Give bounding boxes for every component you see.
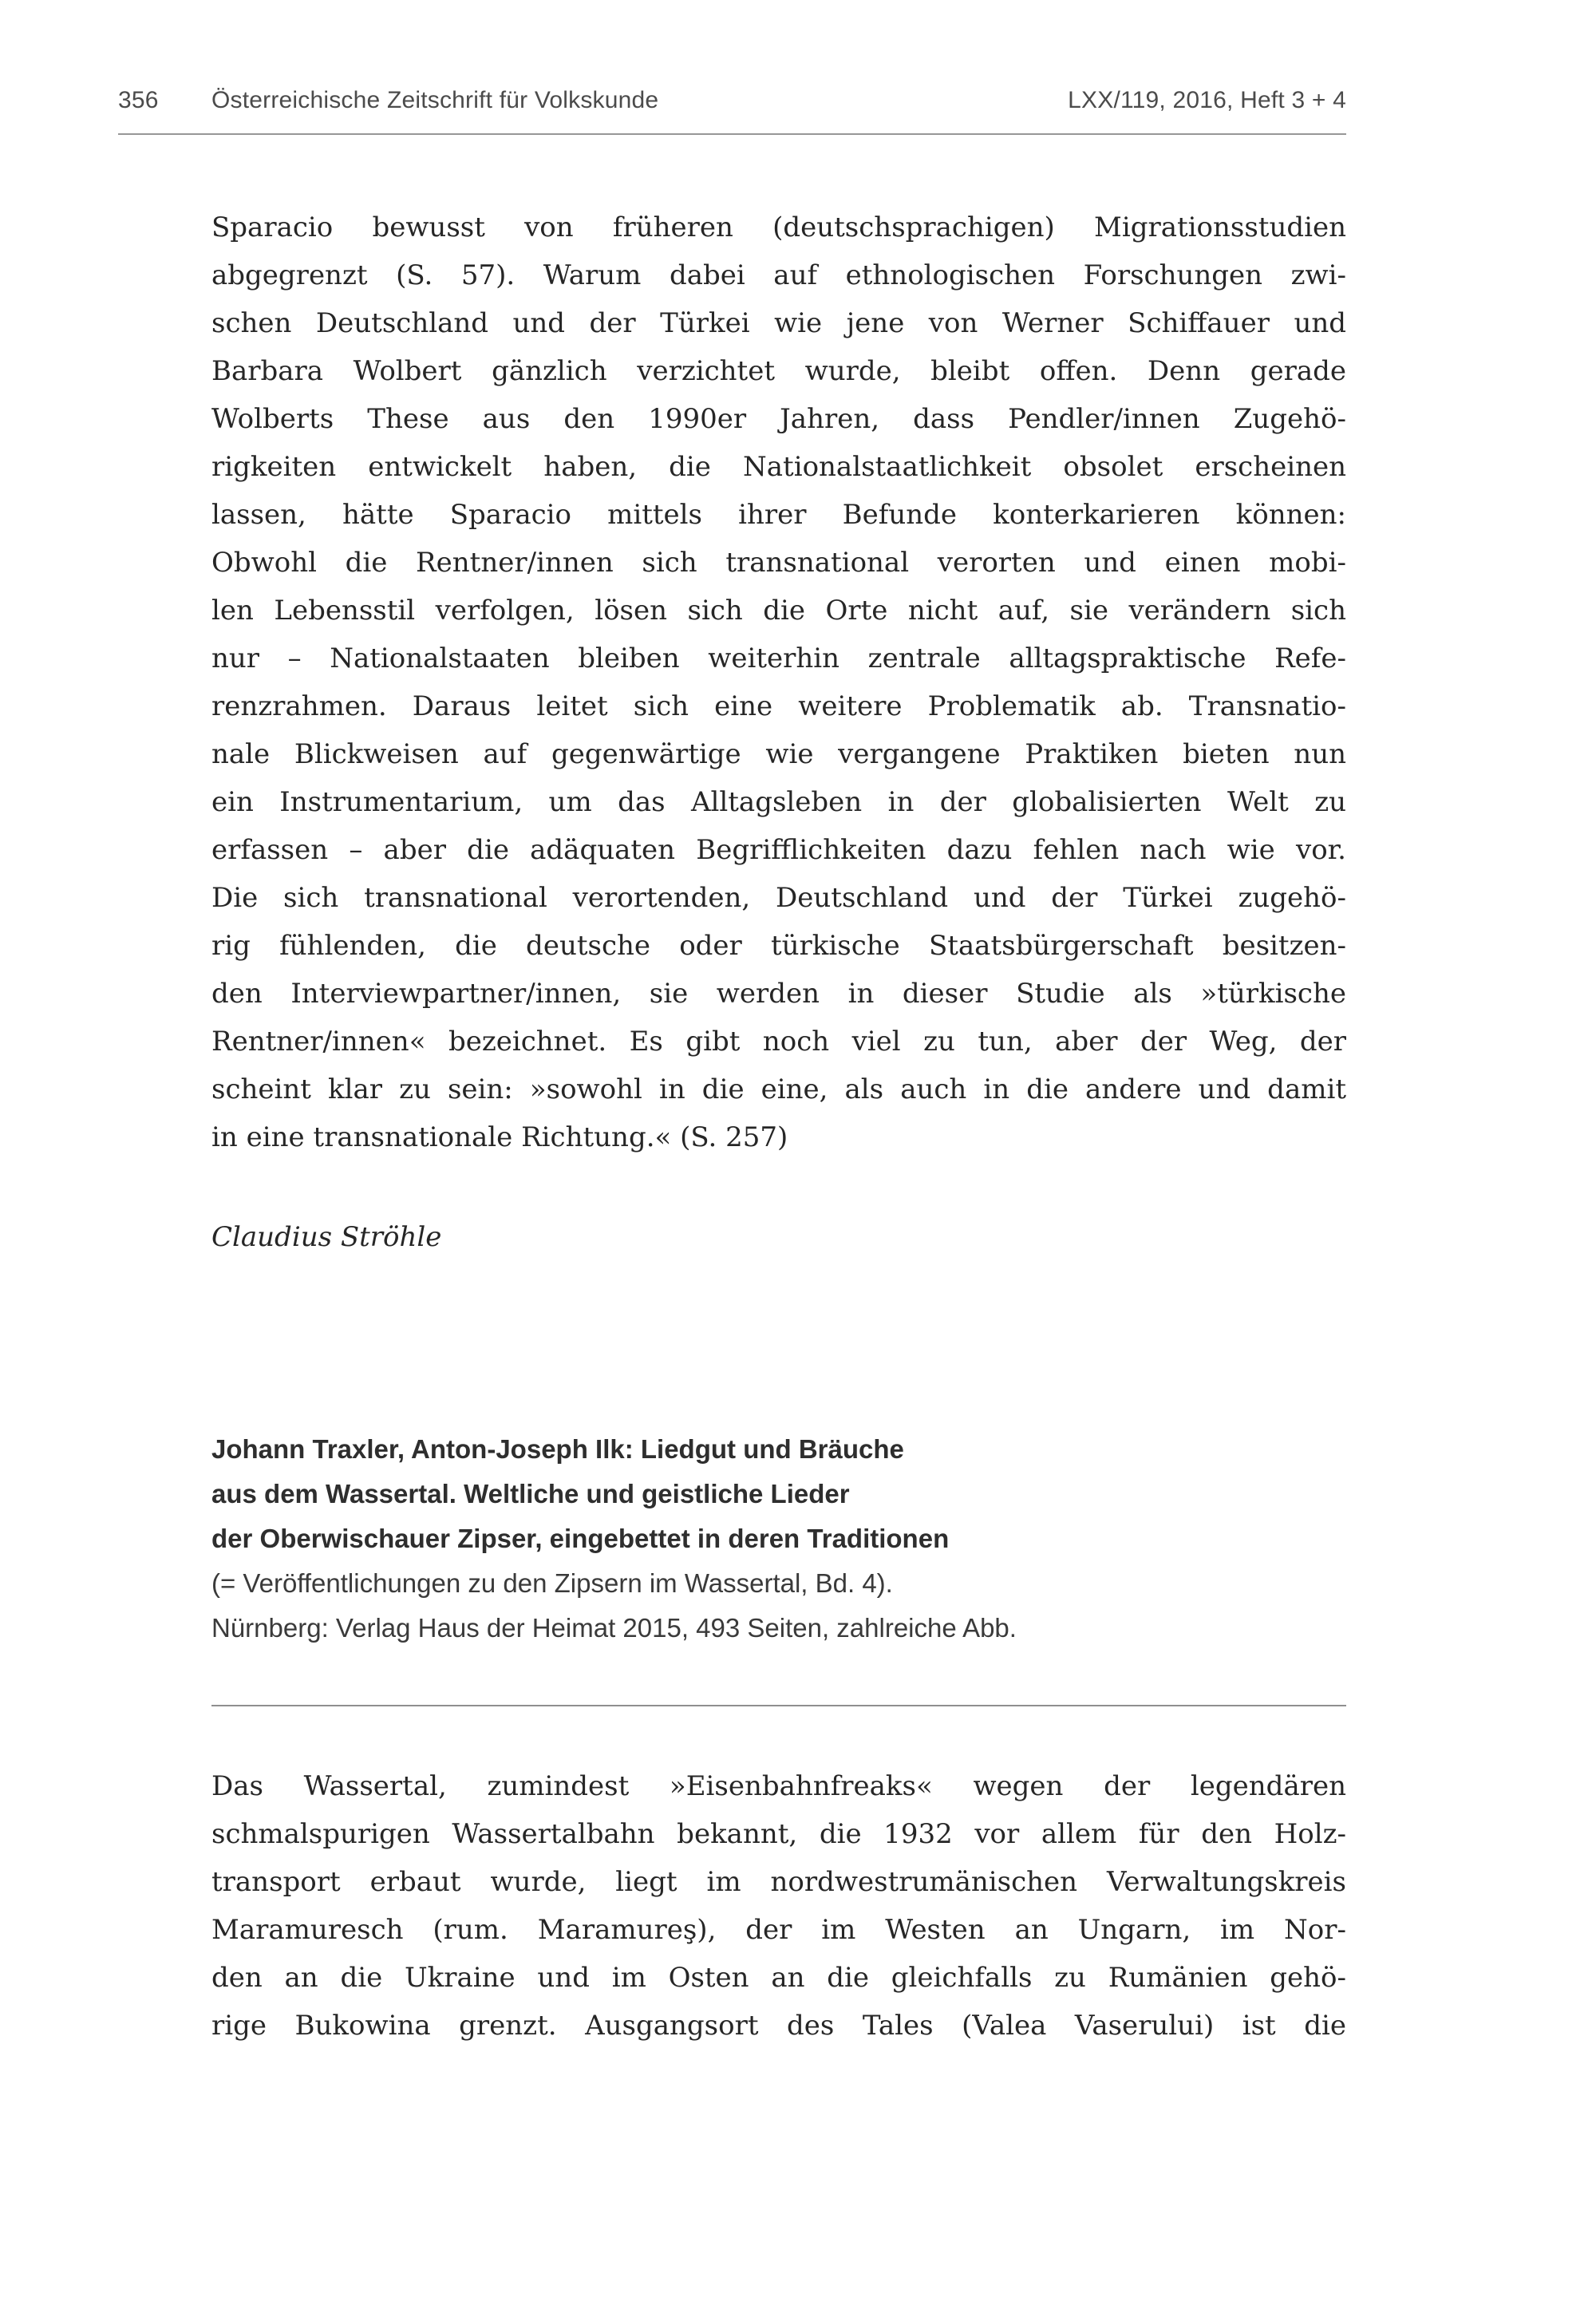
text-line: Sparacio bewusst von früheren (deutschsprachigen) Migrationsstudien <box>211 212 1346 243</box>
text-line: aus dem Wassertal. Weltliche und geistliche Lieder <box>211 1479 850 1508</box>
text-line: den an die Ukraine und im Osten an die gleichfalls zu Rumänien gehö- <box>211 1962 1346 1994</box>
text-line: Wolberts These aus den 1990er Jahren, dass Pendler/innen Zugehö- <box>211 403 1346 435</box>
text-line: ein Instrumentarium, um das Alltagsleben in der globalisierten Welt zu <box>211 786 1346 818</box>
text-line: renzrahmen. Daraus leitet sich eine weitere Problematik ab. Transnatio- <box>211 690 1346 722</box>
text-line: Barbara Wolbert gänzlich verzichtet wurde, bleibt offen. Denn gerade <box>211 355 1346 387</box>
page-number: 356 <box>118 87 159 113</box>
book-title <box>211 1427 1346 1561</box>
text-line: schen Deutschland und der Türkei wie jene von Werner Schiffauer und <box>211 307 1346 339</box>
text-line: Nürnberg: Verlag Haus der Heimat 2015, 493 Seiten, zahlreiche Abb. <box>211 1613 1017 1643</box>
text-line: erfassen – aber die adäquaten Begrifflichkeiten dazu fehlen nach wie vor. <box>211 834 1346 866</box>
text-line: Rentner/innen« bezeichnet. Es gibt noch viel zu tun, aber der Weg, der <box>211 1026 1346 1058</box>
text-line: Obwohl die Rentner/innen sich transnational verorten und einen mobi- <box>211 547 1346 579</box>
page-header <box>118 86 1346 115</box>
text-line: rig fühlenden, die deutsche oder türkische Staatsbürgerschaft besitzen- <box>211 930 1346 962</box>
header-rule <box>118 133 1346 135</box>
text-line: abgegrenzt (S. 57). Warum dabei auf ethnologischen Forschungen zwi- <box>211 259 1346 291</box>
text-line: den Interviewpartner/innen, sie werden in dieser Studie als »türkische <box>211 978 1346 1010</box>
text-line: nur – Nationalstaaten bleiben weiterhin zentrale alltagspraktische Refe- <box>211 642 1346 674</box>
text-line: transport erbaut wurde, liegt im nordwestrumänischen Verwaltungskreis <box>211 1866 1346 1898</box>
text-line: lassen, hätte Sparacio mittels ihrer Befunde konterkarieren können: <box>211 499 1346 531</box>
section-rule <box>211 1705 1346 1706</box>
issue-info: LXX/119, 2016, Heft 3 + 4 <box>1068 87 1346 113</box>
text-line: scheint klar zu sein: »sowohl in die eine, als auch in die andere und damit <box>211 1073 1346 1105</box>
journal-title: Österreichische Zeitschrift für Volkskunde <box>211 87 659 113</box>
text-line: nale Blickweisen auf gegenwärtige wie vergangene Praktiken bieten nun <box>211 738 1346 770</box>
text-line: rigkeiten entwickelt haben, die Nationalstaatlichkeit obsolet erscheinen <box>211 451 1346 483</box>
text-line: schmalspurigen Wassertalbahn bekannt, die 1932 vor allem für den Holz- <box>211 1818 1346 1850</box>
text-line: in eine transnationale Richtung.« (S. 257) <box>211 1121 788 1153</box>
text-line: Maramuresch (rum. Maramureş), der im Westen an Ungarn, im Nor- <box>211 1914 1346 1946</box>
text-line: Das Wassertal, zumindest »Eisenbahnfreaks« wegen der legendären <box>211 1770 1346 1802</box>
reviewer-name: Claudius Ströhle <box>211 1221 442 1253</box>
book-publication-details <box>211 1561 1346 1651</box>
text-line: Die sich transnational verortenden, Deutschland und der Türkei zugehö- <box>211 882 1346 914</box>
text-line: len Lebensstil verfolgen, lösen sich die Orte nicht auf, sie verändern sich <box>211 595 1346 627</box>
review-opening-paragraph <box>211 1762 1346 2050</box>
text-line: (= Veröffentlichungen zu den Zipsern im Wassertal, Bd. 4). <box>211 1568 893 1598</box>
review-closing-paragraph <box>211 204 1346 1161</box>
text-line: rige Bukowina grenzt. Ausgangsort des Tales (Valea Vaserului) ist die <box>211 2010 1346 2042</box>
text-line: der Oberwischauer Zipser, eingebettet in deren Traditionen <box>211 1524 950 1553</box>
book-reference <box>211 1427 1346 1651</box>
text-line: Johann Traxler, Anton-Joseph Ilk: Liedgut und Bräuche <box>211 1434 904 1464</box>
